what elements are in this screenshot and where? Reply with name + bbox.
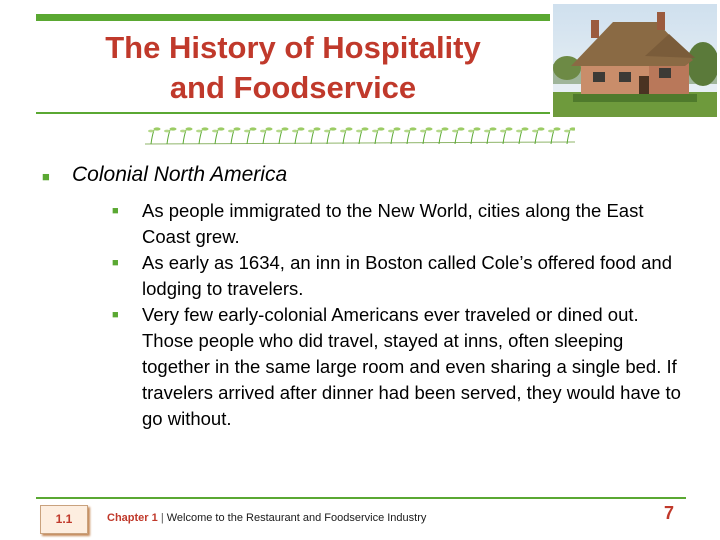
bullet-list <box>42 162 692 432</box>
sprout-icon <box>276 127 289 144</box>
footer-book-title: Welcome to the Restaurant and Foodservice Industry <box>166 512 427 524</box>
sprout-icon <box>148 127 161 144</box>
sub-bullet-text: As early as 1634, an inn in Boston called Cole’s offered food and lodging to travelers. <box>142 252 673 299</box>
sub-bullet-item <box>112 250 692 302</box>
square-bullet-icon: ■ <box>112 257 119 269</box>
sprout-icon <box>420 127 433 144</box>
sub-bullet-text: As people immigrated to the New World, cities along the East Coast grew. <box>142 200 644 247</box>
sprout-icon <box>308 127 321 144</box>
sprout-icon <box>228 127 241 144</box>
sprout-icon <box>244 127 257 144</box>
bullet-main-text: Colonial North America <box>72 163 288 186</box>
square-bullet-icon: ■ <box>112 309 119 321</box>
sprout-icon <box>196 127 209 144</box>
sprout-icon <box>212 127 225 144</box>
sprout-border-decoration <box>145 122 575 148</box>
sprout-icon <box>484 127 497 144</box>
sprout-icon <box>452 127 465 144</box>
sprout-icon <box>372 127 385 144</box>
slide-title <box>36 28 550 108</box>
sprout-icon <box>500 127 513 144</box>
sub-bullet-item <box>112 302 692 432</box>
sub-bullet-list <box>112 198 692 432</box>
title-top-bar <box>36 14 550 21</box>
footer-chapter: Chapter 1 <box>107 512 158 524</box>
square-bullet-icon: ■ <box>42 169 50 184</box>
bullet-main <box>42 162 692 190</box>
title-line-1: The History of Hospitality <box>105 30 481 65</box>
sub-bullet-text: Very few early-colonial Americans ever traveled or dined out. Those people who did travel, stayed at inns, often sleeping together in the same large room and even sharing a single bed. If travelers arrived after dinner had been served, they would have to go without. <box>142 304 681 429</box>
sprout-icon <box>532 127 545 144</box>
square-bullet-icon: ■ <box>112 205 119 217</box>
sprout-icon <box>180 127 193 144</box>
sprout-icon <box>436 127 449 144</box>
footer-rule <box>36 497 686 499</box>
title-line-2: and Foodservice <box>169 70 417 105</box>
sprout-icon <box>324 127 337 144</box>
footer-separator: | <box>160 512 164 524</box>
sprout-icon <box>388 127 401 144</box>
page-number: 7 <box>664 503 675 523</box>
sprout-icon <box>516 127 529 144</box>
sprout-icon <box>340 127 353 144</box>
sprout-icon <box>292 127 305 144</box>
title-bottom-rule <box>36 112 550 114</box>
sprout-icon <box>260 127 273 144</box>
sub-bullet-item <box>112 198 692 250</box>
sprout-icon <box>404 127 417 144</box>
cottage-photo <box>553 4 717 117</box>
footer-caption <box>107 512 426 524</box>
sprout-icon <box>548 127 561 144</box>
sprout-icon <box>468 127 481 144</box>
sprout-icon <box>164 127 177 144</box>
section-badge: 1.1 <box>40 505 88 534</box>
sprout-icon <box>356 127 369 144</box>
